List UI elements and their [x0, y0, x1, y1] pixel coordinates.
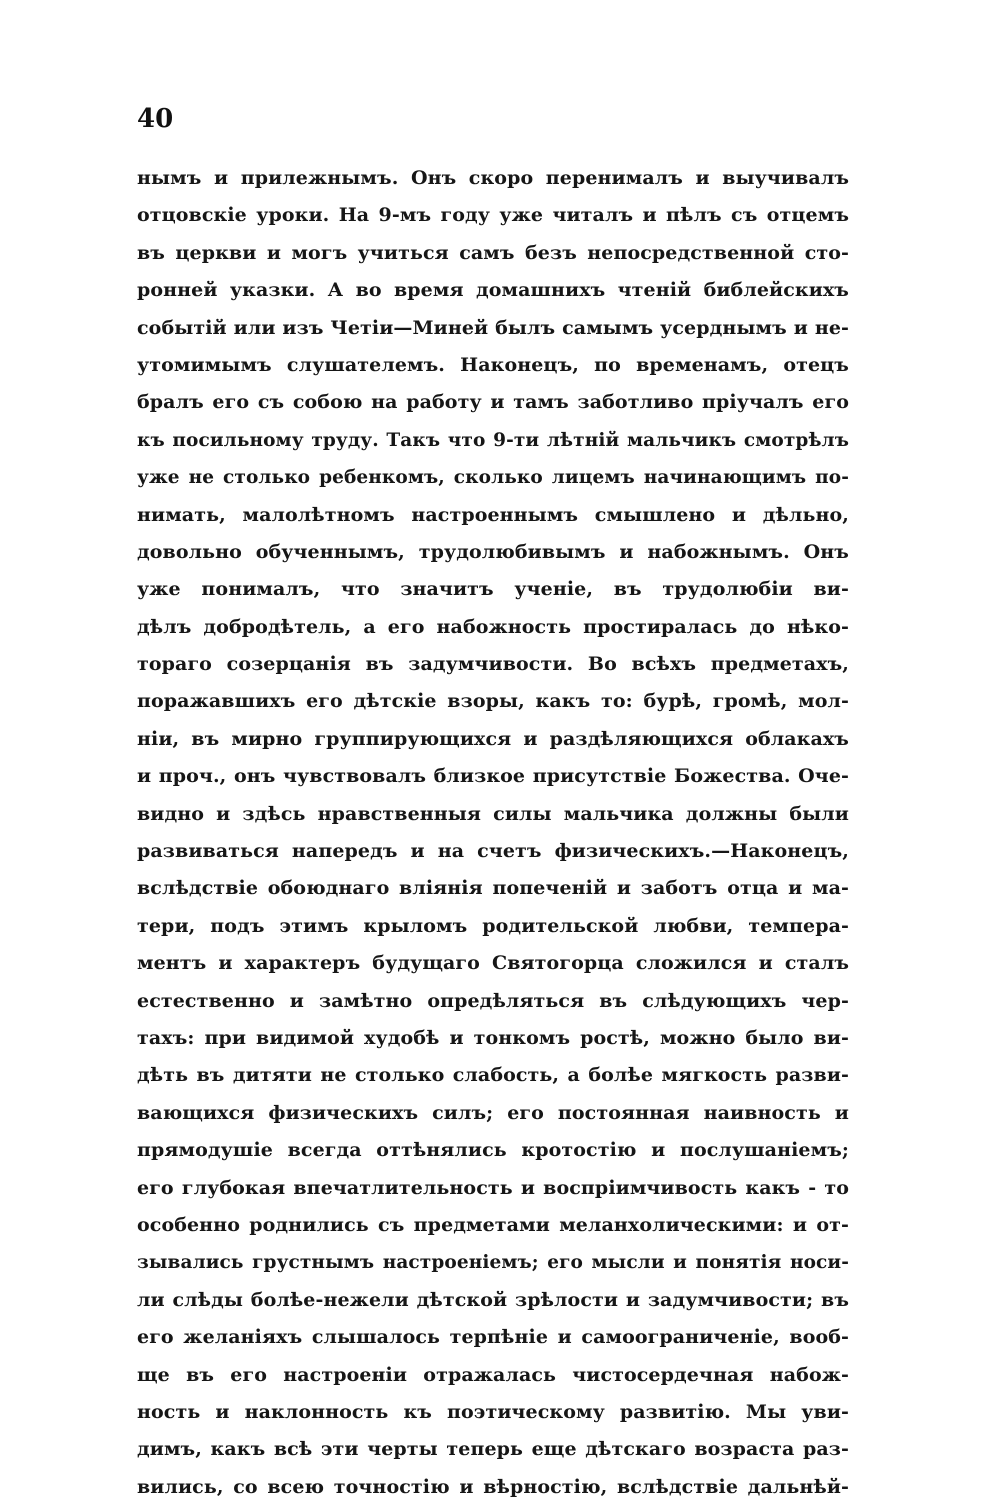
- text-line: ніи, въ мирно группирующихся и раздѣляющихся облакахъ: [137, 727, 849, 750]
- text-line: вслѣдствіе обоюднаго вліянія попеченій и заботъ отца и ма-: [137, 877, 849, 900]
- text-line: и проч., онъ чувствовалъ близкое присутствіе Божества. Оче-: [137, 765, 849, 788]
- text-line: видно и здѣсь нравственныя силы мальчика должны были: [137, 802, 849, 825]
- text-line: уже понималъ, что значитъ ученіе, въ трудолюбіи ви-: [137, 578, 849, 601]
- text-line: ще въ его настроеніи отражалась чистосердечная набож-: [137, 1363, 849, 1386]
- text-line: утомимымъ слушателемъ. Наконецъ, по временамъ, отецъ: [137, 353, 849, 376]
- text-line: уже не столько ребенкомъ, сколько лицемъ начинающимъ по-: [137, 467, 849, 489]
- text-line: ментъ и характеръ будущаго Святогорца сложился и сталъ: [137, 952, 849, 975]
- text-line: дѣлъ добродѣтель, а его набожность простиралась до нѣко-: [137, 615, 849, 638]
- text-line: ность и наклонность къ поэтическому развитію. Мы уви-: [137, 1400, 849, 1423]
- text-line: развиваться напередъ и на счетъ физическихъ.—Наконецъ,: [137, 840, 849, 863]
- page-number: 40: [137, 104, 174, 134]
- text-line: прямодушіе всегда оттѣнялись кротостію и послушаніемъ;: [137, 1139, 849, 1162]
- text-line: бралъ его съ собою на работу и тамъ заботливо пріучалъ его: [137, 391, 849, 414]
- text-line: ронней указки. А во время домашнихъ чтеній библейскихъ: [137, 279, 849, 302]
- text-line: естественно и замѣтно опредѣляться въ слѣдующихъ чер-: [137, 989, 849, 1012]
- text-line: довольно обученнымъ, трудолюбивымъ и набожнымъ. Онъ: [137, 540, 849, 563]
- text-line: димъ, какъ всѣ эти черты теперь еще дѣтскаго возраста раз-: [137, 1438, 849, 1461]
- text-line: тахъ: при видимой худобѣ и тонкомъ ростѣ, можно было ви-: [137, 1026, 849, 1049]
- text-line: поражавшихъ его дѣтскіе взоры, какъ то: бурѣ, громѣ, мол-: [137, 690, 849, 713]
- text-line: отцовскіе уроки. На 9-мъ году уже читалъ и пѣлъ съ отцемъ: [137, 204, 849, 227]
- text-line: особенно роднились съ предметами меланхолическими: и от-: [137, 1213, 849, 1236]
- text-line: къ посильному труду. Такъ что 9-ти лѣтній мальчикъ смотрѣлъ: [137, 429, 849, 451]
- text-line: вающихся физическихъ силъ; его постоянная наивность и: [137, 1101, 849, 1124]
- text-line: вились, со всею точностію и вѣрностію, вслѣдствіе дальнѣй-: [137, 1475, 849, 1498]
- text-line: въ церкви и могъ учиться самъ безъ непосредственной сто-: [137, 241, 849, 264]
- body-text: [137, 160, 849, 1506]
- text-line: тери, подъ этимъ крыломъ родительской любви, темпера-: [137, 914, 849, 937]
- text-line: его глубокая впечатлительность и воспріимчивость какъ - то: [137, 1176, 849, 1199]
- text-line: нимать, малолѣтномъ настроеннымъ смышлено и дѣльно,: [137, 503, 849, 526]
- text-line: событій или изъ Четіи—Миней былъ самымъ усерднымъ и не-: [137, 316, 849, 339]
- text-line: тораго созерцанія въ задумчивости. Во всѣхъ предметахъ,: [137, 653, 849, 676]
- text-line: его желаніяхъ слышалось терпѣніе и самоограниченіе, вооб-: [137, 1326, 849, 1349]
- text-line: ли слѣды болѣе-нежели дѣтской зрѣлости и задумчивости; въ: [137, 1288, 849, 1311]
- text-line: нымъ и прилежнымъ. Онъ скоро перенималъ и выучивалъ: [137, 167, 849, 189]
- text-line: дѣть въ дитяти не столько слабость, а болѣе мягкость разви-: [137, 1064, 849, 1087]
- text-line: зывались грустнымъ настроеніемъ; его мысли и понятія носи-: [137, 1252, 849, 1274]
